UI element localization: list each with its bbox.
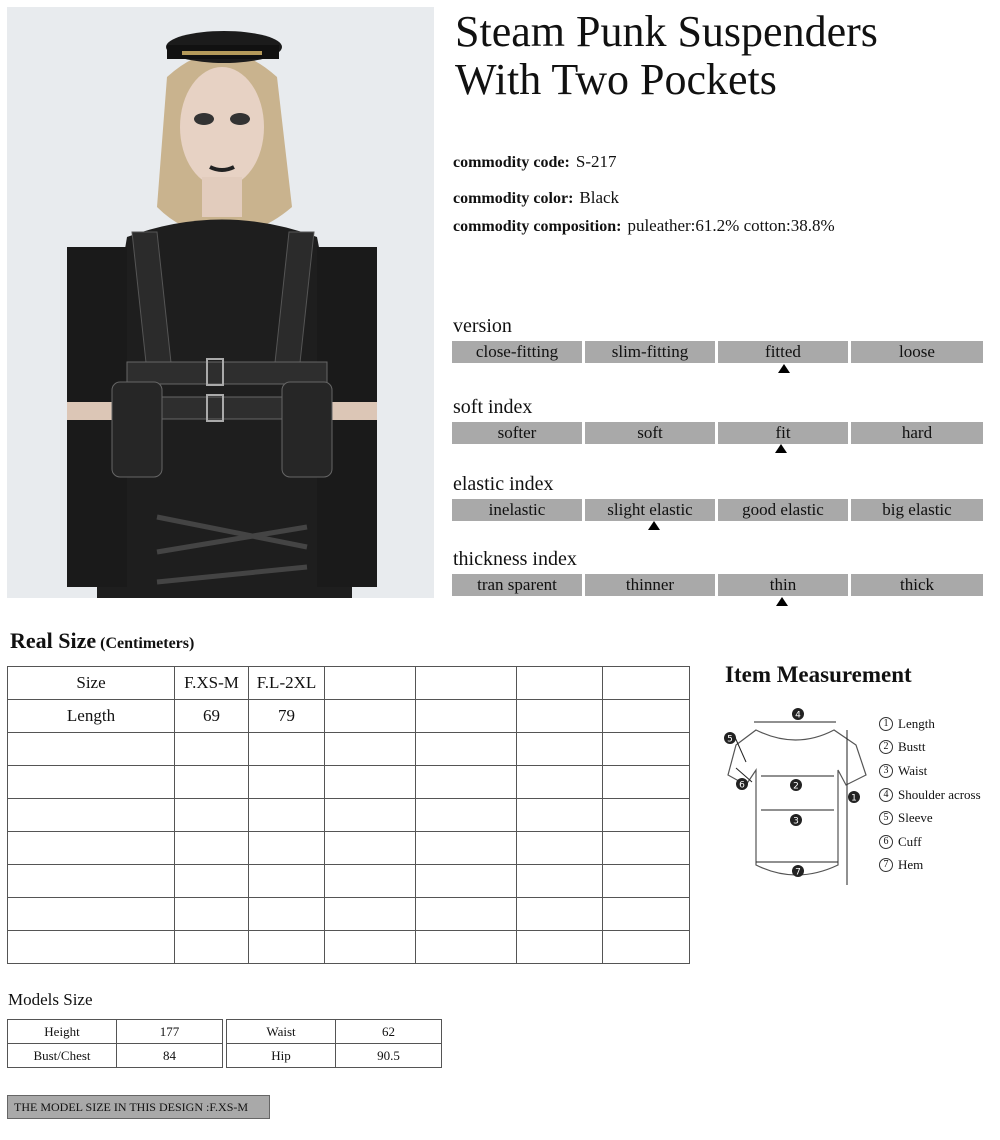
- table-cell: [416, 865, 517, 898]
- table-cell: [325, 832, 416, 865]
- table-cell: [249, 865, 325, 898]
- legend-item: [879, 783, 981, 807]
- table-cell: [416, 799, 517, 832]
- commodity-color-value: Black: [579, 188, 620, 207]
- model-illustration: [7, 7, 434, 598]
- legend-item: [879, 806, 981, 830]
- product-photo: [7, 7, 434, 598]
- table-row: [8, 865, 690, 898]
- model-bust-value: 84: [117, 1044, 223, 1068]
- table-row: [8, 766, 690, 799]
- legend-label: Length: [898, 715, 935, 731]
- table-cell: [175, 931, 249, 964]
- soft-index-option-4: hard: [851, 422, 983, 444]
- soft-index-row: [452, 422, 983, 444]
- model-height-label: Height: [8, 1020, 117, 1044]
- table-cell: [249, 766, 325, 799]
- table-cell: [416, 766, 517, 799]
- version-row: [452, 341, 983, 363]
- table-cell: [517, 733, 603, 766]
- models-table-left: [7, 1019, 223, 1068]
- item-measurement-title: Item Measurement: [725, 662, 912, 687]
- table-row: [8, 1020, 223, 1044]
- legend-label: Hem: [898, 857, 924, 873]
- table-row: [8, 799, 690, 832]
- table-cell: [416, 832, 517, 865]
- legend-number: 7: [879, 858, 893, 872]
- product-title-line2: With Two Pockets: [455, 55, 777, 104]
- table-cell: [517, 898, 603, 931]
- table-cell: [175, 898, 249, 931]
- table-cell: [8, 865, 175, 898]
- table-cell: Length: [8, 700, 175, 733]
- table-header-cell: F.XS-M: [175, 667, 249, 700]
- table-row: [227, 1020, 442, 1044]
- table-cell: [249, 832, 325, 865]
- table-row: [8, 931, 690, 964]
- table-cell: [603, 766, 690, 799]
- table-cell: [325, 799, 416, 832]
- svg-text:4: 4: [795, 710, 801, 721]
- table-cell: [603, 865, 690, 898]
- model-hip-value: 90.5: [336, 1044, 442, 1068]
- garment-diagram: [716, 700, 876, 900]
- legend-number: 1: [879, 717, 893, 731]
- table-header-cell: [416, 667, 517, 700]
- table-cell: [325, 733, 416, 766]
- real-size-title-text: Real Size: [10, 628, 97, 653]
- table-cell: [8, 898, 175, 931]
- soft-index-label: soft index: [453, 396, 533, 418]
- model-waist-label: Waist: [227, 1020, 336, 1044]
- table-cell: [325, 898, 416, 931]
- legend-number: 2: [879, 740, 893, 754]
- table-header-cell: [517, 667, 603, 700]
- commodity-code: [453, 152, 616, 172]
- legend-item: [879, 830, 981, 854]
- thickness-index-option-4: thick: [851, 574, 983, 596]
- svg-text:7: 7: [795, 867, 801, 878]
- table-cell: [517, 766, 603, 799]
- table-header-cell: F.L-2XL: [249, 667, 325, 700]
- model-hip-label: Hip: [227, 1044, 336, 1068]
- table-header-cell: [603, 667, 690, 700]
- legend-number: 3: [879, 764, 893, 778]
- table-cell: [603, 799, 690, 832]
- table-cell: [517, 865, 603, 898]
- real-size-title: [10, 628, 194, 654]
- table-cell: [325, 700, 416, 733]
- commodity-composition: [453, 216, 835, 236]
- model-size-note: THE MODEL SIZE IN THIS DESIGN :F.XS-M: [7, 1095, 270, 1119]
- table-cell: [603, 898, 690, 931]
- product-title: [455, 8, 995, 104]
- table-row: [8, 898, 690, 931]
- svg-text:5: 5: [727, 734, 733, 745]
- size-table-header: [8, 667, 690, 700]
- table-header-cell: Size: [8, 667, 175, 700]
- legend-number: 4: [879, 788, 893, 802]
- legend-number: 6: [879, 835, 893, 849]
- soft-index-selected-marker: [775, 444, 787, 453]
- table-cell: [603, 832, 690, 865]
- model-height-value: 177: [117, 1020, 223, 1044]
- table-cell: [175, 799, 249, 832]
- table-row: [8, 1044, 223, 1068]
- legend-label: Sleeve: [898, 810, 933, 826]
- commodity-color-label: commodity color:: [453, 190, 574, 207]
- elastic-index-row: [452, 499, 983, 521]
- commodity-code-label: commodity code:: [453, 154, 570, 171]
- legend-item: [879, 736, 981, 760]
- thickness-index-option-3: thin: [718, 574, 848, 596]
- version-option-2: slim-fitting: [585, 341, 715, 363]
- legend-item: [879, 759, 981, 783]
- table-cell: [517, 832, 603, 865]
- table-cell: [416, 733, 517, 766]
- elastic-index-label: elastic index: [453, 473, 554, 495]
- table-cell: [8, 799, 175, 832]
- soft-index-option-2: soft: [585, 422, 715, 444]
- legend-label: Waist: [898, 762, 928, 778]
- thickness-index-row: [452, 574, 983, 596]
- table-cell: [603, 733, 690, 766]
- table-row: [8, 832, 690, 865]
- table-cell: [517, 700, 603, 733]
- table-cell: [8, 766, 175, 799]
- table-cell: 69: [175, 700, 249, 733]
- models-size-title: Models Size: [8, 990, 93, 1009]
- table-cell: [8, 733, 175, 766]
- thickness-index-option-1: tran sparent: [452, 574, 582, 596]
- models-table-right: [226, 1019, 442, 1068]
- table-cell: [416, 931, 517, 964]
- table-cell: [325, 766, 416, 799]
- svg-text:6: 6: [739, 780, 745, 791]
- real-size-unit: (Centimeters): [100, 635, 195, 652]
- svg-text:2: 2: [793, 781, 799, 792]
- thickness-index-label: thickness index: [453, 548, 577, 570]
- table-row: [8, 733, 690, 766]
- measurement-legend: [879, 712, 981, 877]
- elastic-index-option-4: big elastic: [851, 499, 983, 521]
- product-title-line1: Steam Punk Suspenders: [455, 7, 878, 56]
- legend-item: [879, 712, 981, 736]
- version-label: version: [453, 315, 512, 337]
- table-row: [8, 700, 690, 733]
- soft-index-option-3: fit: [718, 422, 848, 444]
- table-cell: [603, 700, 690, 733]
- table-cell: [8, 931, 175, 964]
- elastic-index-option-2: slight elastic: [585, 499, 715, 521]
- table-cell: [249, 931, 325, 964]
- table-cell: [603, 931, 690, 964]
- svg-text:3: 3: [793, 816, 799, 827]
- table-row: [227, 1044, 442, 1068]
- table-cell: [416, 898, 517, 931]
- table-cell: [8, 832, 175, 865]
- legend-item: [879, 854, 981, 878]
- table-cell: [249, 733, 325, 766]
- commodity-composition-label: commodity composition:: [453, 218, 622, 235]
- elastic-index-option-3: good elastic: [718, 499, 848, 521]
- thickness-index-option-2: thinner: [585, 574, 715, 596]
- model-bust-label: Bust/Chest: [8, 1044, 117, 1068]
- version-option-1: close-fitting: [452, 341, 582, 363]
- table-cell: [249, 898, 325, 931]
- tshirt-outline-icon: [716, 700, 876, 900]
- table-cell: [517, 799, 603, 832]
- table-header-cell: [325, 667, 416, 700]
- table-cell: [325, 931, 416, 964]
- version-selected-marker: [778, 364, 790, 373]
- svg-text:1: 1: [851, 793, 857, 804]
- table-cell: [517, 931, 603, 964]
- legend-label: Bustt: [898, 739, 926, 755]
- table-cell: [175, 832, 249, 865]
- table-cell: [416, 700, 517, 733]
- legend-label: Shoulder across: [898, 786, 981, 802]
- table-cell: [325, 865, 416, 898]
- table-cell: [175, 733, 249, 766]
- table-cell: 79: [249, 700, 325, 733]
- elastic-index-option-1: inelastic: [452, 499, 582, 521]
- version-option-3: fitted: [718, 341, 848, 363]
- commodity-composition-value: puleather:61.2% cotton:38.8%: [627, 216, 835, 235]
- table-cell: [175, 865, 249, 898]
- legend-label: Cuff: [898, 833, 922, 849]
- elastic-index-selected-marker: [648, 521, 660, 530]
- table-cell: [175, 766, 249, 799]
- size-table: [7, 666, 690, 964]
- model-waist-value: 62: [336, 1020, 442, 1044]
- soft-index-option-1: softer: [452, 422, 582, 444]
- commodity-color: [453, 188, 619, 208]
- thickness-index-selected-marker: [776, 597, 788, 606]
- legend-number: 5: [879, 811, 893, 825]
- commodity-code-value: S-217: [575, 152, 617, 171]
- version-option-4: loose: [851, 341, 983, 363]
- table-cell: [249, 799, 325, 832]
